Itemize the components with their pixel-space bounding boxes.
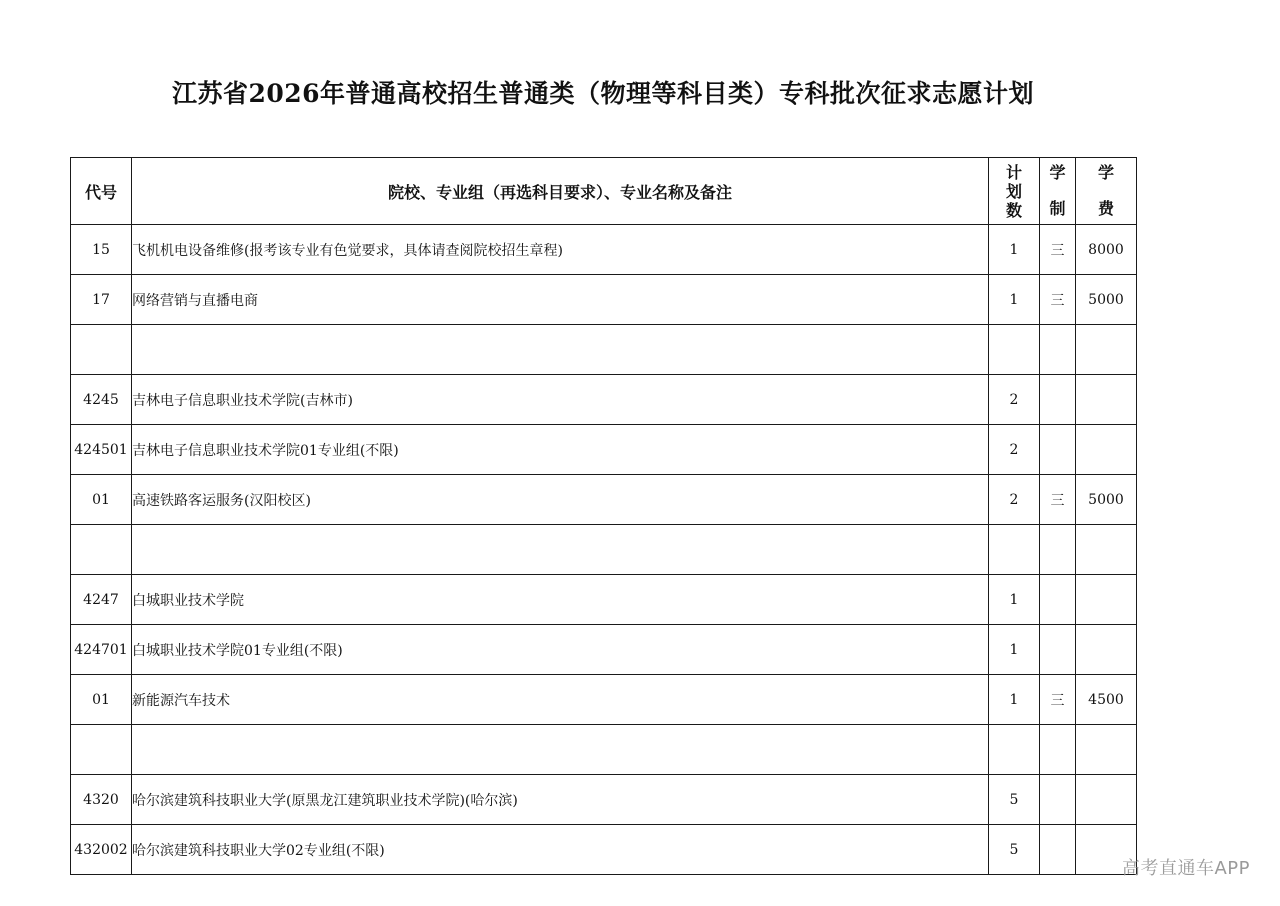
cell-name xyxy=(132,325,989,375)
cell-duration xyxy=(1040,725,1076,775)
cell-fee xyxy=(1076,575,1137,625)
cell-code xyxy=(71,525,132,575)
cell-fee: 5000 xyxy=(1076,275,1137,325)
cell-code: 4247 xyxy=(71,575,132,625)
cell-code: 432002 xyxy=(71,825,132,875)
cell-code: 17 xyxy=(71,275,132,325)
cell-code: 424501 xyxy=(71,425,132,475)
cell-fee xyxy=(1076,725,1137,775)
cell-fee xyxy=(1076,325,1137,375)
cell-name: 新能源汽车技术 xyxy=(132,675,989,725)
cell-plan-count: 2 xyxy=(989,425,1040,475)
header-plan-count: 计 划 数 xyxy=(989,158,1040,225)
table-row xyxy=(71,375,1137,425)
cell-plan-count xyxy=(989,725,1040,775)
cell-duration: 三 xyxy=(1040,225,1076,275)
cell-plan-count xyxy=(989,525,1040,575)
cell-fee: 4500 xyxy=(1076,675,1137,725)
table-row xyxy=(71,625,1137,675)
watermark-text: 高考直通车APP xyxy=(1121,858,1250,879)
cell-code: 4320 xyxy=(71,775,132,825)
cell-code xyxy=(71,725,132,775)
cell-plan-count: 2 xyxy=(989,475,1040,525)
cell-name: 白城职业技术学院 xyxy=(132,575,989,625)
cell-code: 4245 xyxy=(71,375,132,425)
table-row xyxy=(71,725,1137,775)
table-header-row xyxy=(71,158,1137,225)
cell-duration xyxy=(1040,525,1076,575)
cell-plan-count: 1 xyxy=(989,625,1040,675)
cell-duration xyxy=(1040,825,1076,875)
header-fee: 学 费 xyxy=(1076,158,1137,225)
cell-duration xyxy=(1040,425,1076,475)
table-row xyxy=(71,225,1137,275)
cell-fee xyxy=(1076,775,1137,825)
cell-fee xyxy=(1076,525,1137,575)
cell-name: 吉林电子信息职业技术学院(吉林市) xyxy=(132,375,989,425)
cell-duration xyxy=(1040,775,1076,825)
cell-code xyxy=(71,325,132,375)
cell-duration xyxy=(1040,575,1076,625)
cell-duration: 三 xyxy=(1040,675,1076,725)
page-title: 江苏省2026年普通高校招生普通类（物理等科目类）专科批次征求志愿计划 xyxy=(171,79,1035,108)
table-row xyxy=(71,275,1137,325)
cell-code: 01 xyxy=(71,475,132,525)
cell-name: 吉林电子信息职业技术学院01专业组(不限) xyxy=(132,425,989,475)
header-name: 院校、专业组（再选科目要求）、专业名称及备注 xyxy=(132,158,989,225)
cell-duration xyxy=(1040,625,1076,675)
cell-duration xyxy=(1040,325,1076,375)
cell-fee xyxy=(1076,425,1137,475)
cell-plan-count: 2 xyxy=(989,375,1040,425)
table-row xyxy=(71,575,1137,625)
enrollment-plan-table xyxy=(70,157,1137,875)
cell-name: 哈尔滨建筑科技职业大学(原黑龙江建筑职业技术学院)(哈尔滨) xyxy=(132,775,989,825)
cell-name: 哈尔滨建筑科技职业大学02专业组(不限) xyxy=(132,825,989,875)
cell-code: 01 xyxy=(71,675,132,725)
cell-plan-count: 1 xyxy=(989,275,1040,325)
cell-plan-count: 1 xyxy=(989,225,1040,275)
cell-duration xyxy=(1040,375,1076,425)
table-row xyxy=(71,825,1137,875)
cell-plan-count: 1 xyxy=(989,675,1040,725)
cell-name xyxy=(132,525,989,575)
cell-code: 424701 xyxy=(71,625,132,675)
cell-fee xyxy=(1076,375,1137,425)
table-row xyxy=(71,325,1137,375)
cell-plan-count xyxy=(989,325,1040,375)
cell-name: 白城职业技术学院01专业组(不限) xyxy=(132,625,989,675)
cell-name: 高速铁路客运服务(汉阳校区) xyxy=(132,475,989,525)
table-row xyxy=(71,425,1137,475)
cell-duration: 三 xyxy=(1040,275,1076,325)
table-row xyxy=(71,475,1137,525)
cell-name: 飞机机电设备维修(报考该专业有色觉要求，具体请查阅院校招生章程) xyxy=(132,225,989,275)
cell-name: 网络营销与直播电商 xyxy=(132,275,989,325)
cell-plan-count: 5 xyxy=(989,825,1040,875)
cell-fee xyxy=(1076,625,1137,675)
table-row xyxy=(71,775,1137,825)
header-duration: 学 制 xyxy=(1040,158,1076,225)
cell-plan-count: 5 xyxy=(989,775,1040,825)
cell-plan-count: 1 xyxy=(989,575,1040,625)
cell-name xyxy=(132,725,989,775)
cell-fee: 8000 xyxy=(1076,225,1137,275)
cell-code: 15 xyxy=(71,225,132,275)
header-code: 代号 xyxy=(71,158,132,225)
table-row xyxy=(71,675,1137,725)
cell-duration: 三 xyxy=(1040,475,1076,525)
cell-fee: 5000 xyxy=(1076,475,1137,525)
table-row xyxy=(71,525,1137,575)
